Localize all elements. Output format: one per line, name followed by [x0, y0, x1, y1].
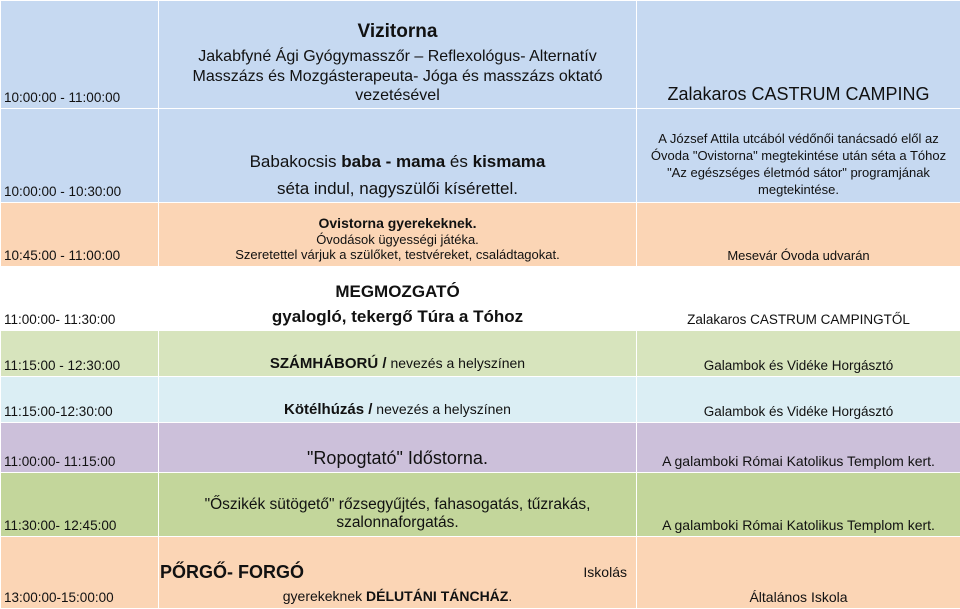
schedule-row — [1, 537, 960, 609]
activity-title: Ovistorna gyerekeknek. — [162, 215, 633, 232]
schedule-row — [1, 203, 960, 267]
activity-cell — [159, 1, 637, 109]
schedule-row — [1, 109, 960, 203]
activity-line: nevezés a helyszínen — [387, 355, 526, 371]
time-cell: 10:00:00 - 11:00:00 — [1, 1, 159, 109]
schedule-row — [1, 267, 960, 331]
schedule-row — [1, 473, 960, 537]
location-cell: A galamboki Római Katolikus Templom kert. — [637, 423, 960, 473]
activity-line: vezetésével — [162, 86, 633, 105]
activity-line: Jakabfyné Ági Gyógymasszőr – Reflexológus- Alternatív — [162, 47, 633, 66]
location-cell: Zalakaros CASTRUM CAMPINGTŐL — [637, 267, 960, 331]
time-cell: 10:00:00 - 10:30:00 — [1, 109, 159, 203]
activity-cell — [159, 267, 637, 331]
activity-title: PŐRGŐ- FORGÓ — [160, 562, 304, 582]
activity-title: MEGMOZGATÓ — [162, 282, 633, 302]
activity-header — [162, 562, 633, 584]
activity-title: Vizitorna — [162, 21, 633, 44]
time-cell: 11:30:00- 12:45:00 — [1, 473, 159, 537]
activity-line: szalonnaforgatás. — [162, 514, 633, 533]
location-cell: Zalakaros CASTRUM CAMPING — [637, 1, 960, 109]
schedule-row — [1, 377, 960, 423]
schedule-row — [1, 331, 960, 377]
activity-cell — [159, 203, 637, 267]
time-cell: 10:45:00 - 11:00:00 — [1, 203, 159, 267]
activity-line: gyerekeknek DÉLUTÁNI TÁNCHÁZ. — [162, 588, 633, 605]
activity-line: Óvodások ügyességi játéka. — [162, 232, 633, 248]
time-cell: 11:00:00- 11:30:00 — [1, 267, 159, 331]
activity-cell — [159, 423, 637, 473]
location-cell: A galamboki Római Katolikus Templom kert. — [637, 473, 960, 537]
time-cell: 11:15:00 - 12:30:00 — [1, 331, 159, 377]
activity-line: séta indul, nagyszülői kísérettel. — [162, 179, 633, 199]
activity-cell — [159, 537, 637, 609]
location-cell: Galambok és Vidéke Horgásztó — [637, 331, 960, 377]
activity-cell — [159, 473, 637, 537]
activity-line: gyalogló, tekergő Túra a Tóhoz — [162, 307, 633, 327]
schedule-row — [1, 423, 960, 473]
activity-side-label: Iskolás — [583, 564, 627, 580]
location-cell: Galambok és Vidéke Horgásztó — [637, 377, 960, 423]
activity-cell — [159, 331, 637, 377]
schedule-row — [1, 1, 960, 109]
location-cell: Mesevár Óvoda udvarán — [637, 203, 960, 267]
activity-line: Masszázs és Mozgásterapeuta- Jóga és masszázs oktató — [162, 67, 633, 86]
activity-title: "Ropogtató" Időstorna. — [307, 448, 488, 468]
activity-line: "Őszikék sütögető" rőzsegyűjtés, fahasogatás, tűzrakás, — [162, 496, 633, 515]
activity-cell — [159, 109, 637, 203]
activity-line: nevezés a helyszínen — [372, 401, 511, 417]
activity-cell — [159, 377, 637, 423]
location-cell: Általános Iskola — [637, 537, 960, 609]
activity-title: SZÁMHÁBORÚ / — [270, 355, 387, 372]
time-cell: 11:15:00-12:30:00 — [1, 377, 159, 423]
activity-line: Babakocsis baba - mama és kismama — [162, 152, 633, 172]
activity-line: Szeretettel várjuk a szülőket, testvéreket, családtagokat. — [162, 247, 633, 263]
location-cell: A József Attila utcából védőnői tanácsadó elől az Óvoda "Ovistorna" megtekintése után séta a Tóhoz "Az egészséges életmód sátor" programjának megtekintése. — [637, 109, 960, 203]
activity-title: Kötélhúzás / — [284, 401, 372, 418]
time-cell: 13:00:00-15:00:00 — [1, 537, 159, 609]
time-cell: 11:00:00- 11:15:00 — [1, 423, 159, 473]
